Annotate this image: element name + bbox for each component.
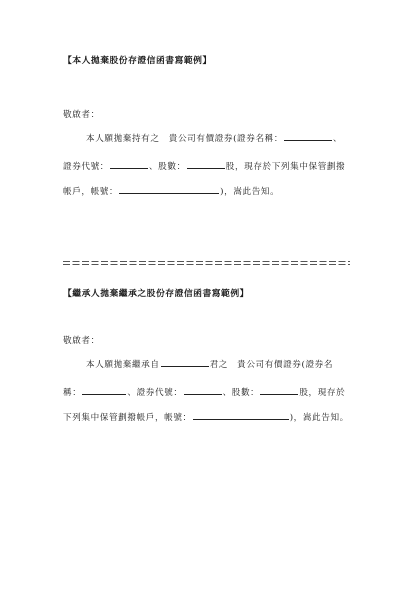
section2-text: 稱： (63, 388, 82, 398)
section1-text: 、 (333, 134, 343, 144)
security-name-blank (284, 132, 332, 141)
section2-para-line3 (63, 411, 349, 424)
section1-text: 帳戶，帳號： (63, 187, 119, 197)
section2-text: 君之 貴公司有價證券(證券名 (209, 360, 334, 370)
section2-text: 、證券代號： (127, 388, 183, 398)
section1-text: 證券代號： (63, 162, 109, 172)
security-code-blank (184, 386, 222, 395)
share-quantity-blank (260, 386, 298, 395)
section1-salutation: 敬啟者： (63, 110, 100, 120)
share-quantity-blank (187, 160, 225, 169)
section1-text: )，嵩此告知。 (220, 187, 280, 197)
section2-text: 股，現存於 (299, 388, 346, 398)
account-number-blank (119, 185, 219, 194)
section-divider (63, 261, 350, 266)
section1-text: 股，現存於下列集中保管劃撥 (225, 162, 346, 172)
section1-title: 【本人拋棄股份存證信函書寫範例】 (63, 56, 212, 66)
section2-text: 、股數： (222, 388, 260, 398)
section2-text: 下列集中保管劃撥帳戶，帳號： (63, 413, 192, 423)
section1-para-line1 (86, 132, 342, 145)
section2-text: )，嵩此告知。 (289, 413, 349, 423)
section2-para-line1 (86, 358, 333, 371)
section1-para-line2 (63, 160, 345, 173)
decedent-name-blank (161, 358, 209, 367)
section1-text: 、股數： (148, 162, 186, 172)
security-name-blank (82, 386, 126, 395)
security-code-blank (110, 160, 148, 169)
section1-text: 本人願拋棄持有之 貴公司有價證券(證券名稱： (86, 134, 284, 144)
section2-salutation: 敬啟者： (63, 336, 100, 346)
section1-para-line3 (63, 185, 279, 198)
section2-text: 本人願拋棄繼承自 (86, 360, 160, 370)
section2-para-line2 (63, 386, 345, 399)
account-number-blank (193, 411, 289, 420)
section2-title: 【繼承人拋棄繼承之股份存證信函書寫範例】 (63, 289, 249, 299)
